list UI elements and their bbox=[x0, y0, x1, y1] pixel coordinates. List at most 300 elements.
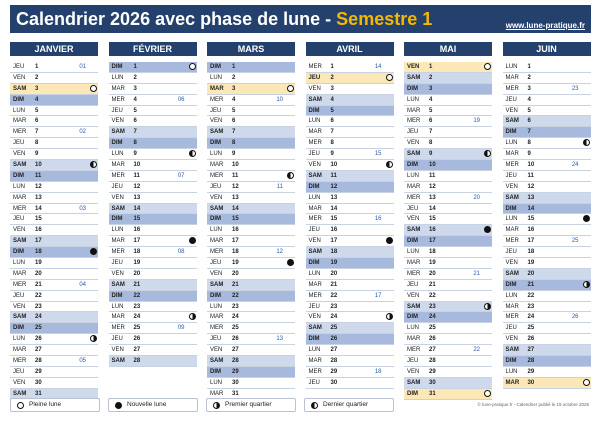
full-moon-icon bbox=[17, 402, 24, 409]
day-number: 26 bbox=[330, 336, 338, 343]
first-quarter-moon-icon bbox=[213, 402, 220, 409]
day-number: 20 bbox=[133, 270, 141, 277]
day-name: DIM bbox=[407, 162, 418, 169]
day-row bbox=[207, 73, 295, 84]
first-quarter-moon-icon bbox=[189, 313, 196, 320]
day-row bbox=[10, 280, 98, 291]
day-number: 15 bbox=[35, 216, 42, 223]
day-row bbox=[10, 247, 98, 258]
day-row bbox=[503, 302, 591, 313]
day-number: 15 bbox=[133, 216, 141, 223]
day-name: VEN bbox=[13, 151, 26, 158]
day-row bbox=[109, 182, 197, 193]
day-number: 21 bbox=[35, 281, 42, 288]
day-number: 7 bbox=[429, 129, 433, 136]
day-row bbox=[503, 193, 591, 204]
first-quarter-moon-icon bbox=[386, 313, 393, 320]
week-number: 15 bbox=[374, 151, 382, 158]
day-row bbox=[404, 378, 492, 389]
day-row bbox=[306, 160, 394, 171]
day-number: 26 bbox=[232, 336, 239, 343]
day-name: MER bbox=[13, 129, 27, 136]
day-number: 23 bbox=[429, 303, 436, 310]
day-row bbox=[109, 312, 197, 323]
day-row bbox=[306, 95, 394, 106]
day-row bbox=[306, 116, 394, 127]
day-number: 21 bbox=[133, 281, 141, 288]
day-name: SAM bbox=[407, 303, 421, 310]
day-number: 13 bbox=[527, 194, 535, 201]
day-number: 23 bbox=[232, 303, 239, 310]
day-row bbox=[109, 323, 197, 334]
day-name: SAM bbox=[210, 281, 224, 288]
day-row bbox=[10, 116, 98, 127]
day-name: MER bbox=[210, 96, 224, 103]
day-name: DIM bbox=[111, 216, 123, 223]
day-number: 1 bbox=[133, 64, 137, 70]
day-number: 21 bbox=[232, 281, 239, 288]
day-number: 27 bbox=[232, 347, 239, 354]
day-name: VEN bbox=[308, 162, 321, 169]
day-number: 7 bbox=[330, 129, 334, 136]
day-name: MAR bbox=[111, 314, 125, 321]
title-main: Calendrier 2026 avec phase de lune - bbox=[16, 9, 332, 29]
day-name: MAR bbox=[308, 281, 322, 288]
new-moon-icon bbox=[115, 402, 122, 409]
day-number: 11 bbox=[133, 172, 140, 179]
first-quarter-moon-icon bbox=[484, 303, 491, 310]
day-name: DIM bbox=[505, 281, 517, 288]
day-name: MER bbox=[111, 96, 125, 103]
full-moon-icon bbox=[189, 63, 196, 70]
day-name: VEN bbox=[308, 85, 321, 92]
day-number: 19 bbox=[330, 260, 338, 267]
day-row bbox=[503, 95, 591, 106]
day-number: 8 bbox=[133, 140, 137, 147]
day-row bbox=[306, 138, 394, 149]
first-quarter-moon-icon bbox=[583, 281, 590, 288]
full-moon-icon bbox=[287, 85, 294, 92]
day-row bbox=[207, 193, 295, 204]
day-row bbox=[10, 193, 98, 204]
day-number: 22 bbox=[35, 292, 42, 299]
day-number: 18 bbox=[527, 249, 535, 256]
day-row bbox=[207, 106, 295, 117]
day-row bbox=[404, 367, 492, 378]
day-number: 18 bbox=[133, 249, 141, 256]
day-number: 2 bbox=[429, 74, 433, 81]
day-row bbox=[306, 258, 394, 269]
day-name: VEN bbox=[13, 303, 26, 310]
day-number: 27 bbox=[133, 347, 141, 354]
day-number: 1 bbox=[35, 64, 39, 70]
day-name: DIM bbox=[505, 205, 517, 212]
week-number: 20 bbox=[473, 194, 480, 201]
last-quarter-moon-icon bbox=[583, 139, 590, 146]
day-row bbox=[404, 269, 492, 280]
month-header: MARS bbox=[207, 42, 295, 56]
day-name: LUN bbox=[407, 325, 420, 332]
day-name: LUN bbox=[111, 74, 124, 81]
day-number: 30 bbox=[330, 379, 338, 386]
day-row bbox=[503, 269, 591, 280]
day-name: JEU bbox=[111, 107, 123, 114]
day-name: VEN bbox=[13, 74, 26, 81]
day-row bbox=[503, 291, 591, 302]
day-number: 8 bbox=[330, 140, 334, 147]
day-name: LUN bbox=[13, 183, 26, 190]
day-name: MAR bbox=[210, 162, 224, 169]
day-number: 3 bbox=[429, 85, 433, 92]
day-row bbox=[109, 171, 197, 182]
day-row bbox=[10, 378, 98, 389]
day-name: VEN bbox=[13, 227, 26, 234]
day-number: 22 bbox=[133, 292, 141, 299]
day-row bbox=[404, 171, 492, 182]
week-number: 09 bbox=[177, 325, 185, 332]
day-row bbox=[207, 225, 295, 236]
day-number: 10 bbox=[133, 162, 141, 169]
day-number: 26 bbox=[35, 336, 42, 343]
day-name: LUN bbox=[407, 172, 420, 179]
legend-label: Dernier quartier bbox=[323, 401, 369, 408]
day-name: MER bbox=[111, 172, 125, 179]
day-number: 16 bbox=[429, 227, 436, 234]
month-column bbox=[306, 42, 394, 389]
day-name: SAM bbox=[505, 194, 519, 201]
day-name: LUN bbox=[13, 260, 26, 267]
last-quarter-moon-icon bbox=[287, 172, 294, 179]
day-row bbox=[306, 225, 394, 236]
day-row bbox=[503, 204, 591, 215]
day-number: 24 bbox=[133, 314, 141, 321]
day-number: 11 bbox=[527, 172, 534, 179]
day-row bbox=[306, 291, 394, 302]
last-quarter-moon-icon bbox=[386, 161, 393, 168]
day-name: SAM bbox=[505, 118, 519, 125]
day-number: 29 bbox=[429, 368, 436, 375]
day-name: SAM bbox=[13, 238, 27, 245]
day-number: 27 bbox=[429, 347, 436, 354]
day-row bbox=[109, 116, 197, 127]
header-banner bbox=[10, 5, 591, 33]
day-name: JEU bbox=[505, 172, 517, 179]
day-number: 23 bbox=[133, 303, 141, 310]
day-name: JEU bbox=[210, 183, 222, 190]
day-number: 30 bbox=[527, 379, 535, 386]
day-row bbox=[404, 247, 492, 258]
day-row bbox=[503, 106, 591, 117]
day-name: SAM bbox=[111, 205, 125, 212]
day-row bbox=[306, 302, 394, 313]
day-name: MER bbox=[308, 292, 322, 299]
day-number: 29 bbox=[35, 368, 42, 375]
day-name: LUN bbox=[407, 249, 420, 256]
day-name: VEN bbox=[505, 107, 518, 114]
day-number: 28 bbox=[429, 358, 436, 365]
day-name: VEN bbox=[407, 140, 420, 147]
day-name: JEU bbox=[407, 358, 419, 365]
day-name: MER bbox=[505, 314, 519, 321]
day-row bbox=[109, 73, 197, 84]
day-row bbox=[306, 204, 394, 215]
day-name: VEN bbox=[111, 347, 124, 354]
day-name: LUN bbox=[210, 227, 223, 234]
day-row bbox=[10, 302, 98, 313]
day-row bbox=[503, 182, 591, 193]
day-name: MAR bbox=[505, 151, 519, 158]
day-row bbox=[207, 149, 295, 160]
day-name: LUN bbox=[505, 216, 518, 223]
day-row bbox=[207, 323, 295, 334]
day-row bbox=[404, 84, 492, 95]
day-number: 7 bbox=[527, 129, 531, 136]
day-name: MER bbox=[13, 205, 27, 212]
week-number: 22 bbox=[473, 347, 480, 354]
day-row bbox=[404, 149, 492, 160]
day-name: DIM bbox=[210, 292, 221, 299]
new-moon-icon bbox=[484, 226, 491, 233]
week-number: 03 bbox=[79, 205, 86, 212]
day-name: MAR bbox=[308, 358, 322, 365]
day-row bbox=[503, 367, 591, 378]
day-name: JEU bbox=[308, 151, 320, 158]
day-name: DIM bbox=[13, 325, 24, 332]
day-name: MER bbox=[210, 249, 224, 256]
day-name: VEN bbox=[13, 379, 26, 386]
day-number: 10 bbox=[330, 162, 338, 169]
day-row bbox=[207, 280, 295, 291]
day-row bbox=[207, 378, 295, 389]
day-row bbox=[404, 302, 492, 313]
month-header: JUIN bbox=[503, 42, 591, 56]
day-row bbox=[207, 312, 295, 323]
day-row bbox=[503, 160, 591, 171]
day-number: 22 bbox=[330, 292, 338, 299]
day-name: VEN bbox=[308, 238, 321, 245]
day-row bbox=[503, 127, 591, 138]
legend-first-quarter bbox=[206, 398, 296, 412]
day-name: MAR bbox=[210, 314, 224, 321]
day-name: MAR bbox=[13, 347, 27, 354]
day-number: 10 bbox=[527, 162, 535, 169]
day-name: LUN bbox=[308, 194, 321, 201]
day-name: DIM bbox=[210, 216, 221, 223]
day-row bbox=[10, 127, 98, 138]
day-row bbox=[10, 149, 98, 160]
day-name: VEN bbox=[407, 292, 420, 299]
day-number: 10 bbox=[429, 162, 436, 169]
day-name: VEN bbox=[505, 260, 518, 267]
day-name: MAR bbox=[13, 118, 27, 125]
month-header: FÉVRIER bbox=[109, 42, 197, 56]
first-quarter-moon-icon bbox=[90, 335, 97, 342]
day-name: MER bbox=[407, 118, 421, 125]
day-row bbox=[404, 193, 492, 204]
day-number: 22 bbox=[527, 292, 535, 299]
week-number: 02 bbox=[79, 129, 86, 136]
day-row bbox=[207, 160, 295, 171]
day-name: MAR bbox=[111, 85, 125, 92]
week-number: 08 bbox=[177, 249, 185, 256]
day-name: MAR bbox=[210, 238, 224, 245]
legend bbox=[10, 396, 591, 414]
day-name: MAR bbox=[111, 162, 125, 169]
day-name: MAR bbox=[505, 379, 520, 386]
day-row bbox=[306, 378, 394, 389]
day-name: SAM bbox=[407, 227, 421, 234]
day-row bbox=[404, 106, 492, 117]
day-name: JEU bbox=[210, 336, 222, 343]
day-row bbox=[306, 182, 394, 193]
day-name: DIM bbox=[505, 358, 517, 365]
day-number: 17 bbox=[527, 238, 535, 245]
day-row bbox=[109, 106, 197, 117]
day-name: JEU bbox=[308, 74, 321, 81]
day-row bbox=[207, 345, 295, 356]
day-name: DIM bbox=[13, 172, 24, 179]
week-number: 24 bbox=[571, 162, 579, 169]
day-number: 21 bbox=[429, 281, 436, 288]
day-row bbox=[404, 312, 492, 323]
day-row bbox=[10, 367, 98, 378]
day-number: 24 bbox=[330, 314, 338, 321]
day-number: 26 bbox=[429, 336, 436, 343]
day-number: 14 bbox=[35, 205, 42, 212]
day-name: JEU bbox=[13, 140, 25, 147]
day-row bbox=[109, 334, 197, 345]
day-name: LUN bbox=[505, 64, 518, 70]
legend-new-moon bbox=[108, 398, 198, 412]
day-row bbox=[404, 116, 492, 127]
day-number: 20 bbox=[527, 270, 535, 277]
day-name: MAR bbox=[407, 183, 421, 190]
day-name: SAM bbox=[308, 325, 322, 332]
day-name: VEN bbox=[407, 64, 420, 70]
day-number: 2 bbox=[232, 74, 236, 81]
day-number: 30 bbox=[232, 379, 239, 386]
day-number: 25 bbox=[232, 325, 239, 332]
new-moon-icon bbox=[287, 259, 294, 266]
day-row bbox=[503, 138, 591, 149]
month-column bbox=[404, 42, 492, 400]
week-number: 11 bbox=[276, 183, 283, 190]
day-name: MAR bbox=[210, 85, 224, 92]
day-name: LUN bbox=[13, 107, 26, 114]
week-number: 12 bbox=[276, 249, 283, 256]
month-column bbox=[503, 42, 591, 389]
day-row bbox=[404, 345, 492, 356]
day-number: 31 bbox=[35, 390, 42, 397]
day-name: VEN bbox=[111, 270, 124, 277]
day-number: 17 bbox=[429, 238, 436, 245]
day-name: LUN bbox=[210, 303, 223, 310]
day-number: 7 bbox=[232, 129, 236, 136]
day-number: 4 bbox=[232, 96, 236, 103]
day-name: JEU bbox=[111, 183, 123, 190]
day-row bbox=[109, 127, 197, 138]
day-row bbox=[503, 345, 591, 356]
day-number: 16 bbox=[232, 227, 239, 234]
day-number: 6 bbox=[35, 118, 39, 125]
day-row bbox=[503, 214, 591, 225]
day-row bbox=[109, 258, 197, 269]
day-number: 13 bbox=[330, 194, 338, 201]
day-name: MAR bbox=[308, 205, 322, 212]
day-name: DIM bbox=[308, 260, 320, 267]
day-number: 9 bbox=[232, 151, 236, 158]
day-row bbox=[10, 95, 98, 106]
months-grid bbox=[10, 42, 591, 397]
day-row bbox=[404, 236, 492, 247]
day-name: VEN bbox=[505, 183, 518, 190]
day-row bbox=[306, 193, 394, 204]
day-number: 21 bbox=[330, 281, 338, 288]
site-link[interactable]: www.lune-pratique.fr bbox=[505, 21, 585, 30]
day-name: JEU bbox=[111, 336, 123, 343]
week-number: 17 bbox=[374, 292, 382, 299]
day-name: SAM bbox=[13, 390, 27, 397]
day-number: 17 bbox=[330, 238, 338, 245]
day-name: DIM bbox=[308, 183, 320, 190]
day-row bbox=[404, 291, 492, 302]
day-row bbox=[207, 138, 295, 149]
day-name: MER bbox=[505, 85, 519, 92]
day-number: 13 bbox=[35, 194, 42, 201]
day-number: 16 bbox=[330, 227, 338, 234]
day-row bbox=[306, 171, 394, 182]
day-name: JEU bbox=[111, 260, 123, 267]
day-number: 7 bbox=[133, 129, 137, 136]
day-number: 24 bbox=[232, 314, 239, 321]
day-row bbox=[10, 62, 98, 73]
day-number: 14 bbox=[429, 205, 436, 212]
day-name: MER bbox=[308, 368, 322, 375]
day-name: SAM bbox=[210, 205, 224, 212]
day-number: 15 bbox=[330, 216, 338, 223]
day-number: 12 bbox=[330, 183, 338, 190]
week-number: 21 bbox=[473, 270, 480, 277]
day-number: 24 bbox=[429, 314, 436, 321]
day-number: 14 bbox=[232, 205, 239, 212]
day-name: MER bbox=[505, 238, 519, 245]
day-row bbox=[404, 204, 492, 215]
day-row bbox=[503, 171, 591, 182]
title-semester: Semestre 1 bbox=[336, 9, 433, 29]
day-number: 17 bbox=[35, 238, 42, 245]
legend-last-quarter bbox=[304, 398, 394, 412]
week-number: 05 bbox=[79, 358, 86, 365]
day-row bbox=[109, 302, 197, 313]
day-number: 6 bbox=[232, 118, 236, 125]
week-number: 13 bbox=[276, 336, 283, 343]
day-number: 10 bbox=[232, 162, 239, 169]
day-name: LUN bbox=[407, 96, 420, 103]
day-number: 21 bbox=[527, 281, 535, 288]
day-name: LUN bbox=[505, 292, 518, 299]
day-number: 6 bbox=[330, 118, 334, 125]
day-name: JEU bbox=[505, 96, 517, 103]
day-name: VEN bbox=[111, 118, 124, 125]
day-row bbox=[10, 214, 98, 225]
day-number: 18 bbox=[429, 249, 436, 256]
day-number: 29 bbox=[232, 368, 239, 375]
day-number: 12 bbox=[133, 183, 141, 190]
legend-full-moon bbox=[10, 398, 100, 412]
day-row bbox=[503, 312, 591, 323]
day-row bbox=[10, 356, 98, 367]
day-number: 11 bbox=[35, 172, 42, 179]
